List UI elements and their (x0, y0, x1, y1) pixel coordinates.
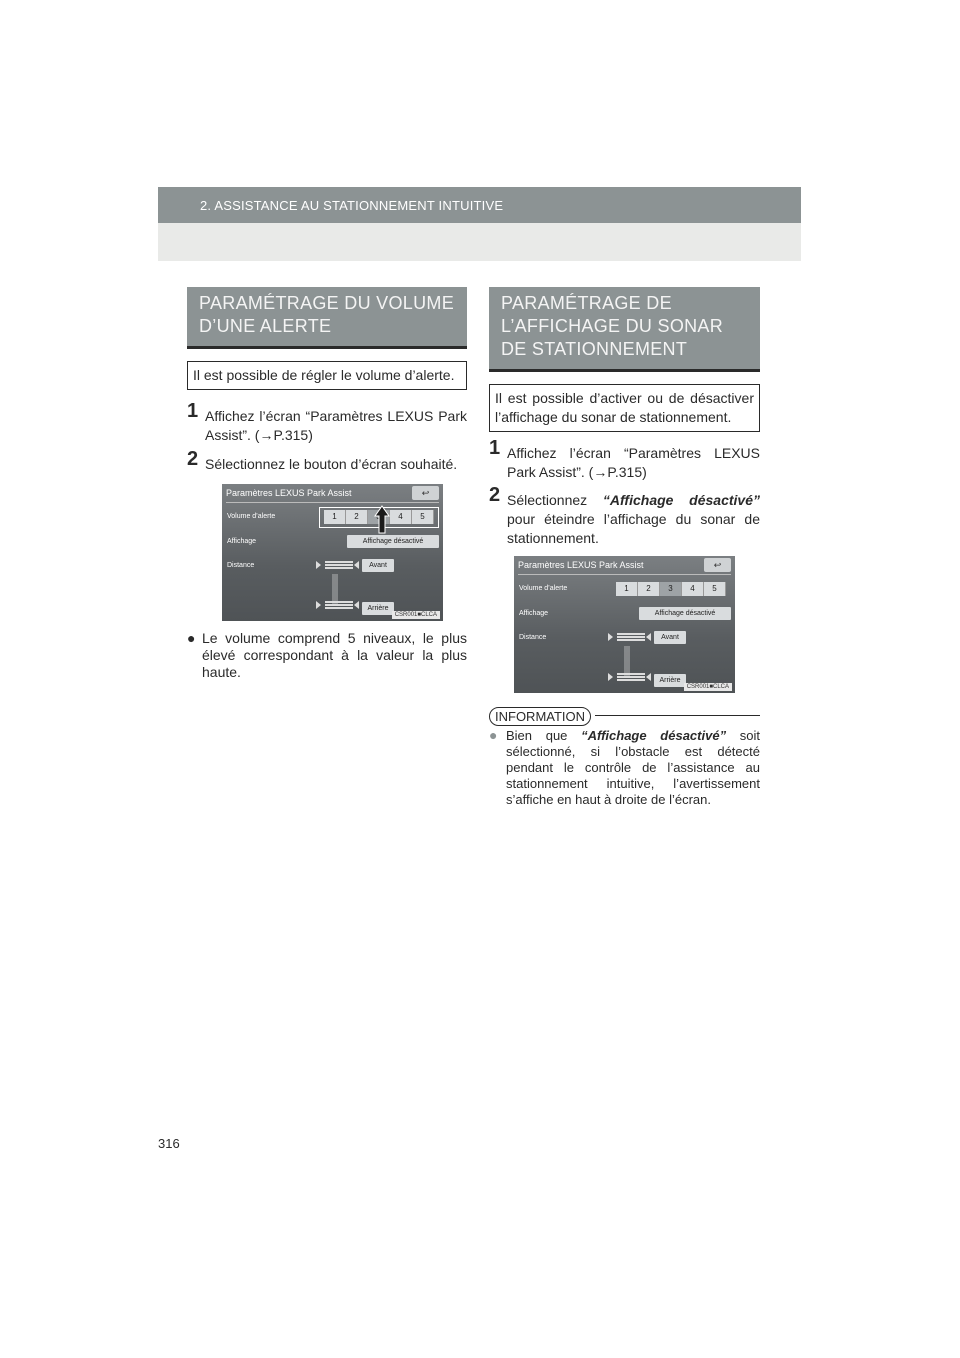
volume-selector (616, 582, 726, 596)
arrow-right-icon (608, 633, 613, 641)
info-text-pre: Bien que (506, 728, 582, 743)
volume-level-2: 2 (638, 582, 660, 596)
info-text-post: soit sélectionné, si l’obstacle est détecté pendant le contrôle de l’assistance au stationnement intuitive, l’avertissement s’affiche en haut à droite de l’écran. (506, 728, 761, 807)
step-text-pre: Sélectionnez (507, 492, 603, 508)
display-label: Affichage (519, 610, 549, 617)
rear-button: Arrière (362, 602, 394, 615)
volume-level-4: 4 (682, 582, 704, 596)
screen-illustration-volume (222, 484, 443, 621)
chapter-title: 2. ASSISTANCE AU STATIONNEMENT INTUITIVE (200, 198, 504, 213)
step-2 (489, 484, 760, 548)
arrow-right-icon (608, 673, 613, 681)
volume-level-5: 5 (704, 582, 726, 596)
header-band (158, 187, 801, 261)
front-button: Avant (362, 559, 394, 572)
volume-label: Volume d’alerte (519, 585, 568, 592)
arrow-left-icon (354, 601, 359, 609)
arrow-right-icon (316, 561, 321, 569)
bullet-note (187, 630, 467, 681)
vehicle-bar (332, 574, 338, 604)
sonar-bars-icon (617, 673, 645, 681)
step-text-emphasis: “Affichage désactivé” (602, 492, 760, 508)
pointer-arrow-icon (374, 505, 390, 535)
vehicle-bar (624, 646, 630, 676)
step-number: 1 (489, 437, 501, 459)
sonar-bars-icon (325, 601, 353, 609)
step-text: Sélectionnez le bouton d’écran souhaité. (205, 456, 458, 472)
display-off-button: Affichage désactivé (639, 607, 731, 620)
figure-code: CSR001■CLCA (684, 683, 732, 691)
arrow-right-icon (316, 601, 321, 609)
rear-button: Arrière (654, 674, 686, 687)
step-text: Affichez l’écran “Paramètres LEXUS Park Assist”. (→P.315) (205, 408, 467, 443)
bullet-icon: ● (187, 630, 196, 646)
page-number: 316 (158, 1136, 180, 1151)
bullet-text: Le volume comprend 5 niveaux, le plus élevé correspondant à la valeur la plus haute. (202, 630, 467, 680)
section-title-volume: PARAMÉTRAGE DU VOLUME D’UNE ALERTE (187, 287, 467, 349)
figure-code: CSR001■CLCA (392, 611, 440, 619)
screen-title: Paramètres LEXUS Park Assist (226, 488, 352, 498)
step-1 (489, 437, 760, 482)
step-text: Affichez l’écran “Paramètres LEXUS Park Assist”. (→P.315) (507, 445, 760, 480)
information-rule (595, 715, 760, 716)
display-label: Affichage (227, 538, 257, 545)
back-icon: ↩ (704, 558, 731, 572)
arrow-left-icon (646, 633, 651, 641)
section-title-sonar: PARAMÉTRAGE DE L’AFFICHAGE DU SONAR DE STATIONNEMENT (489, 287, 760, 372)
volume-level-3: 3 (660, 582, 682, 596)
step-number: 1 (187, 400, 199, 422)
distance-label: Distance (519, 634, 547, 641)
arrow-left-icon (354, 561, 359, 569)
volume-level-1: 1 (324, 510, 346, 524)
volume-level-2: 2 (346, 510, 368, 524)
volume-level-1: 1 (616, 582, 638, 596)
intro-box-sonar: Il est possible d’activer ou de désactiver l’affichage du sonar de stationnement. (489, 384, 760, 432)
information-text (489, 728, 760, 808)
step-number: 2 (489, 484, 501, 506)
sonar-bars-icon (617, 633, 645, 641)
screen-title: Paramètres LEXUS Park Assist (518, 560, 644, 570)
step-2 (187, 448, 467, 474)
bullet-icon: ● (489, 727, 498, 743)
step-number: 2 (187, 448, 199, 470)
distance-label: Distance (227, 562, 255, 569)
volume-level-4: 4 (390, 510, 412, 524)
info-text-emphasis: “Affichage désactivé” (581, 728, 727, 743)
step-1 (187, 400, 467, 445)
left-column (187, 287, 467, 681)
screen-divider (226, 502, 439, 503)
arrow-left-icon (646, 673, 651, 681)
information-badge: INFORMATION (489, 707, 591, 726)
intro-box-volume: Il est possible de régler le volume d’alerte. (187, 361, 467, 390)
step-text-post: pour éteindre l’affichage du sonar de stationnement. (507, 511, 760, 546)
information-block (489, 707, 760, 808)
screen-divider (518, 574, 731, 575)
right-column (489, 287, 760, 808)
front-button: Avant (654, 631, 686, 644)
sonar-bars-icon (325, 561, 353, 569)
volume-label: Volume d’alerte (227, 513, 276, 520)
display-off-button: Affichage désactivé (347, 535, 439, 548)
back-icon: ↩ (412, 486, 439, 500)
volume-level-5: 5 (412, 510, 434, 524)
screen-illustration-sonar (514, 556, 735, 693)
header-strip (158, 187, 801, 223)
